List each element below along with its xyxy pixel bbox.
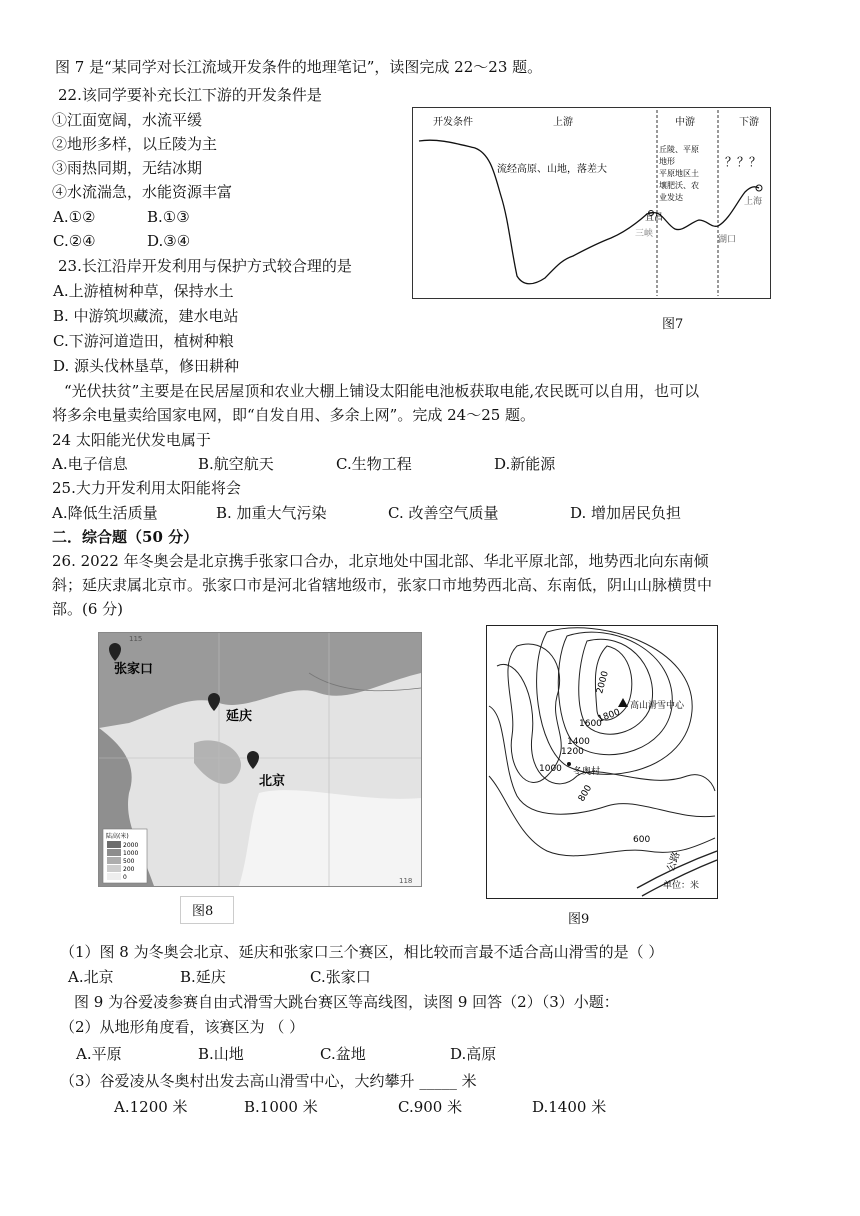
q22-item-4: ④水流湍急，水能资源丰富 xyxy=(52,183,233,201)
q25-stem: 25.大力开发利用太阳能将会 xyxy=(52,479,241,497)
pv-intro-line-2: 将多余电量卖给国家电网，即“自发自用、多余上网”。完成 24～25 题。 xyxy=(52,406,536,424)
figure-7-caption: 图7 xyxy=(662,317,684,332)
elevation-legend xyxy=(103,829,147,883)
header-middle: 中游 xyxy=(675,117,695,128)
legend-500: 500 xyxy=(123,858,135,865)
contour-label-600: 600 xyxy=(633,835,651,845)
q26-fig9-intro: 图 9 为谷爱凌参赛自由式滑雪大跳台赛区等高线图，读图 9 回答（2）（3）小题： xyxy=(74,993,619,1011)
village-dot-icon xyxy=(567,762,571,766)
contour-label-1200: 1200 xyxy=(561,747,584,757)
q26-sub1-option-b: B.延庆 xyxy=(180,968,226,986)
legend-0: 0 xyxy=(123,874,127,881)
contour-label-800: 800 xyxy=(576,783,595,804)
q26-sub3: （3）谷爱凌从冬奥村出发去高山滑雪中心，大约攀升 _____ 米 xyxy=(60,1072,477,1090)
q25-option-b: B. 加重大气污染 xyxy=(216,504,327,522)
ski-center-triangle-icon xyxy=(618,698,628,707)
yangtze-profile-diagram xyxy=(413,108,770,298)
q22-item-1: ①江面宽阔，水流平缓 xyxy=(52,111,203,129)
legend-200: 200 xyxy=(123,866,135,873)
contour-map xyxy=(487,626,717,898)
zhangjiakou-label: 张家口 xyxy=(114,662,154,677)
q22-intro: 图 7 是“某同学对长江流域开发条件的地理笔记”，读图完成 22～23 题。 xyxy=(55,58,543,76)
q23-option-a: A.上游植树种草，保持水土 xyxy=(53,282,234,300)
road-label: 公路 xyxy=(665,850,683,874)
legend-2000: 2000 xyxy=(123,842,139,849)
yichang-label: 宜昌 xyxy=(645,213,664,223)
sanxia-label: 三峡 xyxy=(635,229,654,239)
q26-sub1-option-a: A.北京 xyxy=(68,968,114,986)
q26-sub2: （2）从地形角度看，该赛区为 （ ） xyxy=(60,1018,305,1036)
q26-line-3: 部。(6 分) xyxy=(52,600,124,618)
q22-item-2: ②地形多样，以丘陵为主 xyxy=(52,135,218,153)
q23-option-b: B. 中游筑坝藏流，建水电站 xyxy=(53,307,239,325)
ski-center-label: 高山滑雪中心 xyxy=(630,701,685,711)
q26-sub3-option-d: D.1400 米 xyxy=(532,1098,607,1116)
q26-sub3-option-a: A.1200 米 xyxy=(114,1098,188,1116)
middle-note-4: 壤肥沃、农 xyxy=(659,181,699,190)
q26-line-1: 26. 2022 年冬奥会是北京携手张家口合办，北京地处中国北部、华北平原北部，地势西北向东南倾 xyxy=(52,552,709,570)
figure-8 xyxy=(98,632,422,887)
contour-label-1600: 1600 xyxy=(579,719,602,729)
q26-sub2-option-b: B.山地 xyxy=(198,1045,244,1063)
q26-sub1-option-c: C.张家口 xyxy=(310,968,371,986)
q26-sub2-option-d: D.高原 xyxy=(450,1045,497,1063)
section-2-heading: 二．综合题（50 分） xyxy=(52,528,199,546)
q24-option-b: B.航空航天 xyxy=(198,455,274,473)
yanqing-label: 延庆 xyxy=(226,709,253,724)
figure-8-caption: 图8 xyxy=(192,904,214,919)
middle-note-1: 丘陵、平原 xyxy=(659,145,699,154)
shanghai-label: 上海 xyxy=(744,197,763,207)
lower-unknown-note: ？？？ xyxy=(725,155,762,169)
header-lower: 下游 xyxy=(739,117,759,128)
figure-9 xyxy=(486,625,718,899)
legend-title: 陆高(米) xyxy=(106,833,129,840)
q25-option-d: D. 增加居民负担 xyxy=(570,504,682,522)
header-upper: 上游 xyxy=(553,117,573,128)
q25-option-c: C. 改善空气质量 xyxy=(388,504,499,522)
middle-note-3: 平原地区土 xyxy=(659,169,699,178)
contour-label-1800: 1800 xyxy=(596,707,622,725)
contour-600 xyxy=(489,776,715,856)
q23-option-d: D. 源头伐林垦草，修田耕种 xyxy=(53,357,240,375)
q22-option-c: C.②④ xyxy=(53,232,96,250)
q24-option-c: C.生物工程 xyxy=(336,455,412,473)
q26-sub1: （1）图 8 为冬奥会北京、延庆和张家口三个赛区，相比较而言最不适合高山滑雪的是（ ） xyxy=(60,943,664,961)
q22-option-b: B.①③ xyxy=(147,208,190,226)
middle-note-5: 业发达 xyxy=(659,193,683,202)
q25-option-a: A.降低生活质量 xyxy=(52,504,158,522)
grid-label-left: 115 xyxy=(129,635,143,643)
q22-option-a: A.①② xyxy=(53,208,96,226)
q26-sub2-option-c: C.盆地 xyxy=(320,1045,366,1063)
contour-label-1000: 1000 xyxy=(539,764,562,774)
river-profile-line xyxy=(419,140,762,284)
pv-intro-line-1: “光伏扶贫”主要是在民居屋顶和农业大棚上铺设太阳能电池板获取电能,农民既可以自用，也可以 xyxy=(64,382,700,400)
q22-item-3: ③雨热同期，无结冰期 xyxy=(52,159,203,177)
q22-option-d: D.③④ xyxy=(147,232,191,250)
north-china-plain xyxy=(239,790,421,886)
q24-stem: 24 太阳能光伏发电属于 xyxy=(52,431,211,449)
figure-7 xyxy=(412,107,771,299)
middle-note-2: 地形 xyxy=(659,157,675,166)
upper-note: 流经高原、山地，落差大 xyxy=(497,164,607,175)
legend-1000: 1000 xyxy=(123,850,139,857)
figure-9-caption: 图9 xyxy=(568,912,590,927)
contour-label-1400: 1400 xyxy=(567,737,590,747)
olympic-region-map xyxy=(99,633,421,886)
hukou-label: 湖口 xyxy=(718,235,737,245)
contour-1200 xyxy=(508,644,561,782)
grid-label-right: 118 xyxy=(399,877,413,885)
q22-stem: 22.该同学要补充长江下游的开发条件是 xyxy=(58,86,322,104)
q26-line-2: 斜；延庆隶属北京市。张家口市是河北省辖地级市，张家口市地势西北高、东南低，阴山山脉横贯中 xyxy=(52,576,713,594)
beijing-label: 北京 xyxy=(259,774,286,789)
q24-option-a: A.电子信息 xyxy=(52,455,128,473)
q26-sub3-option-b: B.1000 米 xyxy=(244,1098,318,1116)
q23-stem: 23.长江沿岸开发利用与保护方式较合理的是 xyxy=(58,257,352,275)
q26-sub3-option-c: C.900 米 xyxy=(398,1098,463,1116)
q24-option-d: D.新能源 xyxy=(494,455,556,473)
village-label: 冬奥村 xyxy=(573,767,601,777)
q26-sub2-option-a: A.平原 xyxy=(76,1045,122,1063)
unit-label: 单位：米 xyxy=(663,881,700,891)
header-conditions: 开发条件 xyxy=(433,117,473,128)
q23-option-c: C.下游河道造田，植树种粮 xyxy=(53,332,234,350)
contour-label-2000: 2000 xyxy=(595,670,611,695)
